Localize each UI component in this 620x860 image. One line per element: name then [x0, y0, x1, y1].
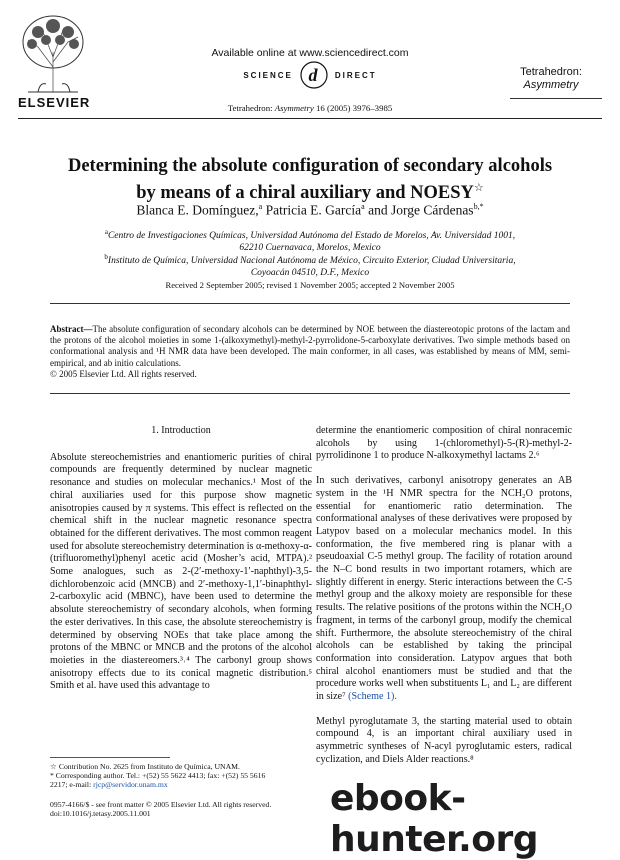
section-heading: 1. Introduction: [151, 425, 211, 436]
affiliation-b: $^b$Instituto de Química, Universidad Nacional Autónoma de México, Circuito Exterior, Ciudad Universitaria, Coyoacán 04510, D.F., Mexico: [104, 253, 516, 279]
abstract-top-rule: [50, 303, 570, 304]
abstract-label: Abstract—: [50, 324, 93, 334]
journal-rule: [510, 98, 602, 99]
author-list: Blanca E. Domínguez,$^a$ Patricia E. García$^a$ and Jorge Cárdenas$^{b,*}$: [136, 202, 484, 218]
article-title: Determining the absolute configuration of secondary alcohols by means of a chiral auxiliary and NOESY☆: [67, 156, 553, 204]
available-online-text: Available online at www.sciencedirect.com: [211, 47, 409, 59]
issn-line: 0957-4166/$ - see front matter © 2005 Elsevier Ltd. All rights reserved.: [50, 800, 272, 809]
body-right-column: [316, 425, 572, 779]
header-divider: [18, 118, 602, 119]
journal-citation: Tetrahedron: Asymmetry 16 (2005) 3976–3985: [227, 103, 393, 113]
affiliation-a: $^a$Centro de Investigaciones Químicas, Universidad Autónoma del Estado de Morelos, Av. Universidad 1001, 62210 Cuernavaca, Morelos, Mexico: [104, 228, 516, 254]
journal-name-box: Tetrahedron: Asymmetry: [520, 66, 582, 91]
footnote-corresponding: * Corresponding author. Tel.: +(52) 55 5622 4413; fax: +(52) 55 5616: [50, 771, 266, 781]
footnotes: ☆ Contribution No. 2625 from Instituto de Química, UNAM. * Corresponding author. Tel.: +(52) 55 5622 4413; fax: +(52) 55 5616 2217; e-mail: rjcp@servidor.unam.mx: [50, 762, 312, 790]
issn-doi: [50, 800, 350, 818]
received-dates: Received 2 September 2005; revised 1 November 2005; accepted 2 November 2005: [165, 280, 455, 290]
abstract-bottom-rule: [50, 393, 570, 394]
doi-line[interactable]: doi:10.1016/j.tetasy.2005.11.001: [50, 809, 151, 819]
sd-at-icon: [299, 60, 329, 90]
paragraph: In such derivatives, carbonyl anisotropy generates an AB system in the ¹H NMR spectra for the NCH₂O protons, essential for enantiomeric ratio determination. The conformational analyses of these derivatives were proposed by Latypov based on a molecular mechanics model. In this conformation, the five membered ring is planar with a pseudoaxial C-5 methyl group. The facility of rotation around the N–C bond results in two important rotamers, which are slightly different in energy. Steric interactions between the C-5 methyl group and the alkoxy moiety are responsible for these results. The relative positions of the protons within the NCH₂O fragment, in terms of the carbonyl group, modify the chemical shift. Furthermore, the absolute stereochemistry of the chiral alcohols can be established by taking the principal conformation into consideration. Latypov argues that both chiral alcohol enantiomers must be studied and that the procedure works well when substituents L₁ and L₂ are different in size⁷ (Scheme 1).: [316, 475, 572, 703]
svg-text:d: d: [308, 65, 320, 85]
abstract: [50, 324, 570, 380]
sd-logo-left: SCIENCE: [243, 70, 293, 80]
paragraph: Absolute stereochemistries and enantiomeric purities of chiral compounds are frequently determined by nuclear magnetic resonance and studies on molecular mechanics.¹ Most of the chiral auxiliaries used for this purpose show magnetic anisotropies caused by π systems. This effect is reflected on the chemical shift in the nuclear magnetic resonance spectra obtained for the different derivatives. The most common reagent used for absolute stereochemistry determination is α-methoxy-α-(trifluoromethyl)phenyl acetic acid (Mosher’s acid, MTPA).² Some analogues, such as 2-(2′-methoxy-1′-naphthyl)-3,5-dichlorobenzoic acid (MNCB) and 2′-methoxy-1,1′-binaphthyl-2-carboxylic acid (MBNC), have been used to determine the absolute stereochemistry of secondary alcohols, when forming the ester derivatives. In this case, the absolute stereochemistry is determined by observing NOEs that take place among the protons of the MBNC or MNCB and the protons of the alcohol moieties in the diastereomers.³˒⁴ The carbonyl group shows anisotropy effects due to its conical magnetic distribution.⁵ Smith et al. have used this advantage to: [50, 451, 312, 692]
abstract-text: The absolute configuration of secondary alcohols can be determined by NOE between the diastereotopic protons of the lactam and the protons of the alcohol moieties in some 1-(alkoxymethyl)-methyl-2-pyrrolidone-5-carboxylate derivatives. Two simple methods based on conformational analysis and ¹H NMR data have been developed. The main conformer, in all cases, was established by means of MM, semi-empirical, and ab initio calculations.: [50, 324, 570, 368]
scheme-1-link[interactable]: (Scheme 1).: [348, 691, 397, 703]
body-left-column: [50, 425, 312, 705]
publisher-name: ELSEVIER: [18, 95, 91, 110]
footnote-rule: [50, 757, 170, 758]
email-link[interactable]: rjcp@servidor.unam.mx: [93, 780, 168, 790]
paragraph: determine the enantiomeric composition of chiral nonracemic alcohols by using 1-(chloromethyl)-5-(R)-methyl-2-pyrrolidinone 1 to produce N-alkoxymethyl lactams 2.⁶: [316, 425, 572, 462]
sd-logo-right: DIRECT: [334, 70, 377, 80]
watermark: ebook-hunter.org: [330, 778, 539, 860]
sciencedirect-logo: [222, 59, 398, 91]
abstract-copyright: © 2005 Elsevier Ltd. All rights reserved.: [50, 368, 197, 379]
footnote-contribution: ☆ Contribution No. 2625 from Instituto de Química, UNAM.: [50, 762, 240, 771]
paragraph: Methyl pyroglutamate 3, the starting material used to obtain compound 4, is an important chiral auxiliary used in asymmetric syntheses of N-acyl pyroglutamic esters, radical cyclization, and Diels Alder reactions.⁸: [316, 715, 572, 765]
